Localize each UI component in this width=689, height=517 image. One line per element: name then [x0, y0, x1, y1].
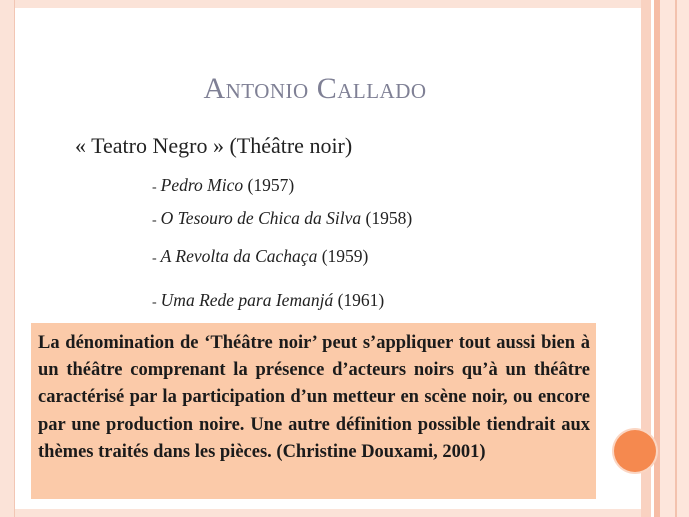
list-dash: - — [152, 213, 157, 228]
decorative-stripe — [675, 0, 677, 517]
list-dash: - — [152, 295, 157, 310]
play-title: O Tesouro de Chica da Silva — [160, 208, 362, 228]
play-year: (1958) — [365, 208, 413, 228]
list-dash: - — [152, 251, 157, 266]
decorative-circle-icon — [614, 430, 656, 472]
play-list-item — [152, 175, 294, 196]
slide-title: Antonio Callado — [203, 72, 427, 105]
play-title: Pedro Mico — [160, 175, 244, 195]
list-dash: - — [152, 180, 157, 195]
play-title: A Revolta da Cachaça — [160, 246, 318, 266]
play-year: (1957) — [247, 175, 295, 195]
frame-bottom-border — [0, 509, 689, 517]
play-list-item — [152, 246, 368, 267]
play-title: Uma Rede para Iemanjá — [160, 290, 334, 310]
frame-top-border — [0, 0, 689, 8]
quote-box — [31, 323, 596, 499]
play-list-item — [152, 208, 412, 229]
slide-subtitle: « Teatro Negro » (Théâtre noir) — [75, 133, 353, 158]
play-list-item — [152, 290, 384, 311]
quote-text: La dénomination de ‘Théâtre noir’ peut s’appliquer tout aussi bien à un théâtre comprenant la présence d’acteurs noirs qu’à un théâtre caractérisé par la participation d’un metteur en scène noir, ou encore par une production noire. Une autre définition possible tiendrait aux thèmes traités dans les pièces. (Christine Douxami, 2001) — [38, 333, 590, 462]
play-year: (1961) — [337, 290, 385, 310]
play-year: (1959) — [321, 246, 369, 266]
